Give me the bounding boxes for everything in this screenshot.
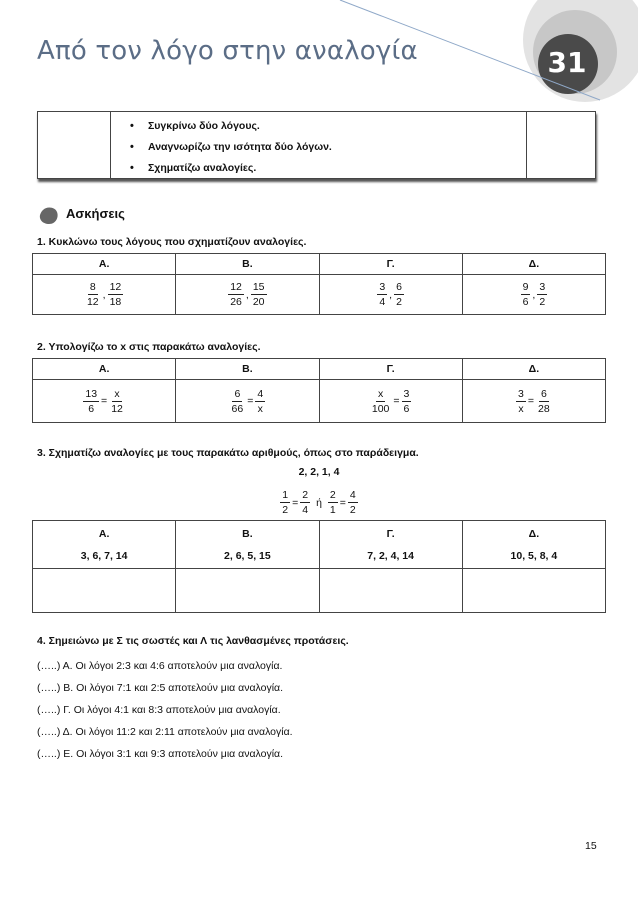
column-header: Δ. — [462, 359, 605, 380]
column-header: Α. — [33, 254, 176, 275]
true-false-item[interactable]: (…..) Α. Οι λόγοι 2:3 και 4:6 αποτελούν μια αναλογία. — [37, 660, 283, 672]
numbers-cell: Γ. 7, 2, 4, 14 — [319, 521, 462, 569]
goal-item: • Σχηματίζω αναλογίες. — [130, 158, 332, 179]
column-header: Α. — [33, 359, 176, 380]
ratio-pair-cell[interactable]: $\frac{8}{12}$ , $\frac{12}{18}$ — [33, 275, 176, 315]
column-header: Β. — [176, 359, 319, 380]
goals-box — [37, 111, 596, 179]
answer-cell[interactable] — [462, 569, 605, 613]
question-1-text: 1. Κυκλώνω τους λόγους που σχηματίζουν αναλογίες. — [37, 236, 307, 248]
true-false-item[interactable]: (…..) Δ. Οι λόγοι 11:2 και 2:11 αποτελούν μια αναλογία. — [37, 726, 293, 738]
proportion-cell[interactable]: $\frac{3}{x}$ = $\frac{6}{28}$ — [462, 380, 605, 423]
numbers-cell: Δ. 10, 5, 8, 4 — [462, 521, 605, 569]
numbers-cell: Α. 3, 6, 7, 14 — [33, 521, 176, 569]
page-title: Από τον λόγο στην αναλογία — [37, 36, 418, 66]
page-number: 15 — [585, 840, 597, 852]
ratio-pair-cell[interactable]: $\frac{3}{4}$ , $\frac{6}{2}$ — [319, 275, 462, 315]
column-header: Γ. — [319, 254, 462, 275]
question-3-table — [32, 520, 606, 613]
question-1-table — [32, 253, 606, 315]
true-false-item[interactable]: (…..) Β. Οι λόγοι 7:1 και 2:5 αποτελούν μια αναλογία. — [37, 682, 284, 694]
column-header: Β. — [176, 254, 319, 275]
example-proportions: $\frac{1}{2}$ = $\frac{2}{4}$ ή $\frac{2}{1}$ = $\frac{4}{2}$ — [282, 489, 356, 516]
question-4-text: 4. Σημειώνω με Σ τις σωστές και Λ τις λανθασμένες προτάσεις. — [37, 635, 349, 647]
numbers-cell: Β. 2, 6, 5, 15 — [176, 521, 319, 569]
example-numbers: 2, 2, 1, 4 — [298, 466, 340, 478]
proportion-cell[interactable]: $\frac{6}{66}$ = $\frac{4}{x}$ — [176, 380, 319, 423]
answer-cell[interactable] — [33, 569, 176, 613]
exercises-heading: Ασκήσεις — [66, 206, 125, 221]
blob-icon — [39, 206, 59, 226]
question-3-text: 3. Σχηματίζω αναλογίες με τους παρακάτω αριθμούς, όπως στο παράδειγμα. — [37, 447, 419, 459]
proportion-cell[interactable]: $\frac{x}{100}$ = $\frac{3}{6}$ — [319, 380, 462, 423]
true-false-item[interactable]: (…..) Γ. Οι λόγοι 4:1 και 8:3 αποτελούν μια αναλογία. — [37, 704, 281, 716]
goal-item: • Συγκρίνω δύο λόγους. — [130, 116, 332, 137]
answer-cell[interactable] — [319, 569, 462, 613]
question-2-table — [32, 358, 606, 423]
goals-list — [130, 116, 332, 179]
lesson-number: 31 — [547, 46, 587, 79]
column-header: Δ. — [462, 254, 605, 275]
true-false-item[interactable]: (…..) Ε. Οι λόγοι 3:1 και 9:3 αποτελούν μια αναλογία. — [37, 748, 284, 760]
question-2-text: 2. Υπολογίζω το x στις παρακάτω αναλογίες. — [37, 341, 261, 353]
ratio-pair-cell[interactable]: $\frac{9}{6}$ , $\frac{3}{2}$ — [462, 275, 605, 315]
column-header: Γ. — [319, 359, 462, 380]
proportion-cell[interactable]: $\frac{13}{6}$ = $\frac{x}{12}$ — [33, 380, 176, 423]
goal-item: • Αναγνωρίζω την ισότητα δύο λόγων. — [130, 137, 332, 158]
ratio-pair-cell[interactable]: $\frac{12}{26}$ , $\frac{15}{20}$ — [176, 275, 319, 315]
answer-cell[interactable] — [176, 569, 319, 613]
